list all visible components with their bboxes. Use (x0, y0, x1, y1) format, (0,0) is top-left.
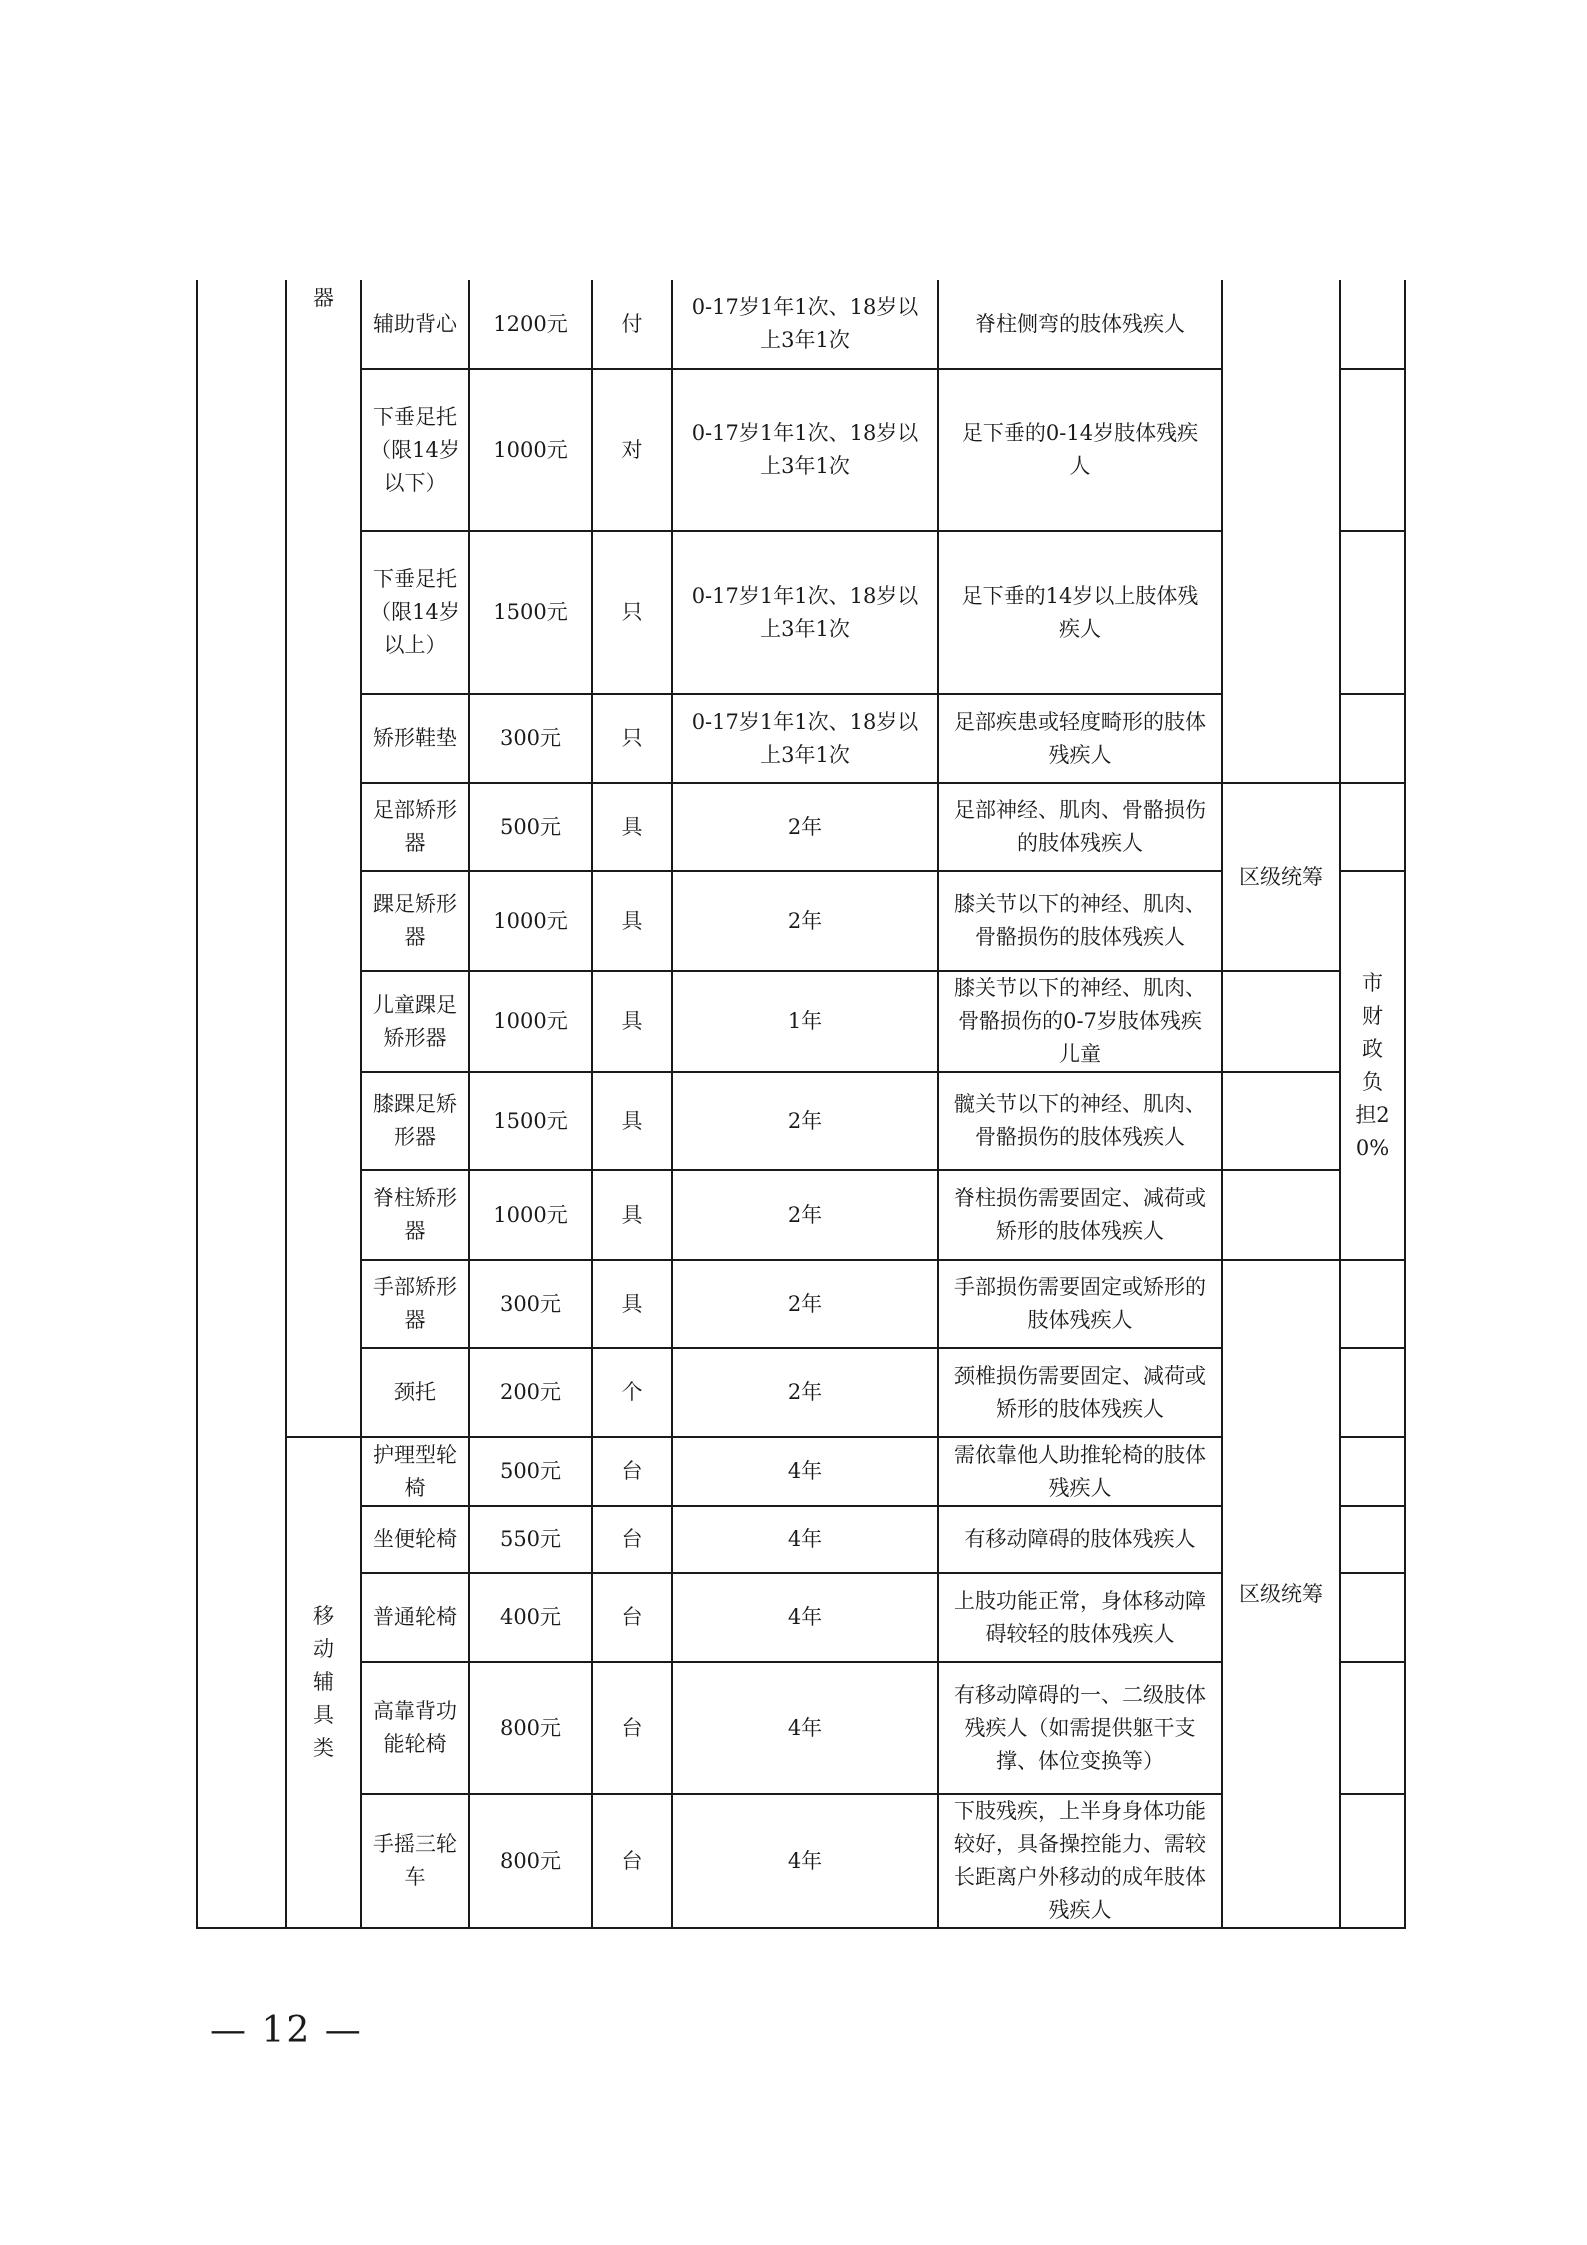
table-row (197, 1170, 1405, 1260)
remarks-cell (1340, 1573, 1405, 1662)
unit-cell: 具 (592, 1170, 672, 1260)
remarks-cell (1222, 971, 1340, 1072)
replacement-cycle-cell: 2年 (672, 1072, 938, 1170)
remarks-cell (1340, 280, 1405, 369)
unit-cell: 具 (592, 1260, 672, 1348)
price-cell: 1000元 (469, 871, 592, 971)
funding-source-cell: 市财政负担20% (1340, 871, 1405, 1260)
device-name-cell: 下垂足托（限14岁以下） (361, 369, 469, 531)
table-body (197, 280, 1405, 1928)
remarks-cell (1222, 1170, 1340, 1260)
table-row (197, 1072, 1405, 1170)
replacement-cycle-cell: 4年 (672, 1573, 938, 1662)
unit-cell: 台 (592, 1506, 672, 1573)
unit-cell: 台 (592, 1573, 672, 1662)
remarks-cell (1340, 694, 1405, 783)
eligible-recipients-cell: 膝关节以下的神经、肌肉、骨骼损伤的肢体残疾人 (938, 871, 1222, 971)
eligible-recipients-cell: 手部损伤需要固定或矫形的肢体残疾人 (938, 1260, 1222, 1348)
price-cell: 550元 (469, 1506, 592, 1573)
device-name-cell: 手部矫形器 (361, 1260, 469, 1348)
outer-column-cell (197, 280, 286, 1928)
eligible-recipients-cell: 膝关节以下的神经、肌肉、骨骼损伤的0-7岁肢体残疾儿童 (938, 971, 1222, 1072)
unit-cell: 对 (592, 369, 672, 531)
eligible-recipients-cell: 足下垂的0-14岁肢体残疾人 (938, 369, 1222, 531)
remarks-cell (1222, 1072, 1340, 1170)
replacement-cycle-cell: 4年 (672, 1437, 938, 1506)
replacement-cycle-cell: 2年 (672, 871, 938, 971)
eligible-recipients-cell: 足部疾患或轻度畸形的肢体残疾人 (938, 694, 1222, 783)
price-cell: 300元 (469, 1260, 592, 1348)
page-number: — 12 — (210, 2010, 363, 2051)
price-cell: 800元 (469, 1662, 592, 1794)
eligible-recipients-cell: 足下垂的14岁以上肢体残疾人 (938, 531, 1222, 694)
eligible-recipients-cell: 有移动障碍的一、二级肢体残疾人（如需提供躯干支撑、体位变换等） (938, 1662, 1222, 1794)
price-cell: 1500元 (469, 531, 592, 694)
price-cell: 400元 (469, 1573, 592, 1662)
device-name-cell: 坐便轮椅 (361, 1506, 469, 1573)
remarks-cell (1340, 1794, 1405, 1928)
price-cell: 500元 (469, 783, 592, 871)
replacement-cycle-cell: 4年 (672, 1506, 938, 1573)
remarks-cell (1340, 1506, 1405, 1573)
replacement-cycle-cell: 4年 (672, 1662, 938, 1794)
replacement-cycle-cell: 0-17岁1年1次、18岁以上3年1次 (672, 531, 938, 694)
price-cell: 500元 (469, 1437, 592, 1506)
unit-cell: 具 (592, 971, 672, 1072)
device-name-cell: 颈托 (361, 1348, 469, 1437)
device-name-cell: 下垂足托（限14岁以上） (361, 531, 469, 694)
category-cell: 移动辅具类 (286, 1437, 361, 1928)
eligible-recipients-cell: 颈椎损伤需要固定、减荷或矫形的肢体残疾人 (938, 1348, 1222, 1437)
price-cell: 1200元 (469, 280, 592, 369)
device-name-cell: 矫形鞋垫 (361, 694, 469, 783)
device-name-cell: 辅助背心 (361, 280, 469, 369)
eligible-recipients-cell: 上肢功能正常，身体移动障碍较轻的肢体残疾人 (938, 1573, 1222, 1662)
unit-cell: 付 (592, 280, 672, 369)
unit-cell: 具 (592, 871, 672, 971)
device-name-cell: 脊柱矫形器 (361, 1170, 469, 1260)
price-cell: 1000元 (469, 369, 592, 531)
eligible-recipients-cell: 足部神经、肌肉、骨骼损伤的肢体残疾人 (938, 783, 1222, 871)
category-cell: 器 (286, 280, 361, 1437)
eligible-recipients-cell: 有移动障碍的肢体残疾人 (938, 1506, 1222, 1573)
remarks-cell (1340, 369, 1405, 531)
price-cell: 300元 (469, 694, 592, 783)
device-name-cell: 膝踝足矫形器 (361, 1072, 469, 1170)
unit-cell: 台 (592, 1662, 672, 1794)
device-name-cell: 高靠背功能轮椅 (361, 1662, 469, 1794)
remarks-cell (1340, 1348, 1405, 1437)
funding-source-cell: 区级统筹 (1222, 1260, 1340, 1928)
replacement-cycle-cell: 2年 (672, 783, 938, 871)
price-cell: 200元 (469, 1348, 592, 1437)
device-name-cell: 儿童踝足矫形器 (361, 971, 469, 1072)
table-row (197, 971, 1405, 1072)
device-name-cell: 护理型轮椅 (361, 1437, 469, 1506)
replacement-cycle-cell: 0-17岁1年1次、18岁以上3年1次 (672, 280, 938, 369)
unit-cell: 具 (592, 783, 672, 871)
assistive-devices-table (196, 280, 1406, 1929)
unit-cell: 台 (592, 1794, 672, 1928)
replacement-cycle-cell: 0-17岁1年1次、18岁以上3年1次 (672, 694, 938, 783)
unit-cell: 只 (592, 694, 672, 783)
remarks-cell (1340, 1662, 1405, 1794)
eligible-recipients-cell: 下肢残疾，上半身身体功能较好，具备操控能力、需较长距离户外移动的成年肢体残疾人 (938, 1794, 1222, 1928)
unit-cell: 个 (592, 1348, 672, 1437)
replacement-cycle-cell: 1年 (672, 971, 938, 1072)
funding-source-cell: 区级统筹 (1222, 783, 1340, 971)
price-cell: 1000元 (469, 1170, 592, 1260)
device-name-cell: 普通轮椅 (361, 1573, 469, 1662)
unit-cell: 具 (592, 1072, 672, 1170)
remarks-cell (1340, 531, 1405, 694)
eligible-recipients-cell: 脊柱损伤需要固定、减荷或矫形的肢体残疾人 (938, 1170, 1222, 1260)
table-row (197, 280, 1405, 369)
price-cell: 1500元 (469, 1072, 592, 1170)
eligible-recipients-cell: 髋关节以下的神经、肌肉、骨骼损伤的肢体残疾人 (938, 1072, 1222, 1170)
replacement-cycle-cell: 0-17岁1年1次、18岁以上3年1次 (672, 369, 938, 531)
remarks-cell (1340, 1260, 1405, 1348)
remarks-cell (1340, 783, 1405, 871)
remarks-cell (1340, 1437, 1405, 1506)
price-cell: 800元 (469, 1794, 592, 1928)
device-name-cell: 足部矫形器 (361, 783, 469, 871)
replacement-cycle-cell: 4年 (672, 1794, 938, 1928)
eligible-recipients-cell: 需依靠他人助推轮椅的肢体残疾人 (938, 1437, 1222, 1506)
funding-source-cell (1222, 280, 1340, 783)
table-row (197, 783, 1405, 871)
eligible-recipients-cell: 脊柱侧弯的肢体残疾人 (938, 280, 1222, 369)
unit-cell: 只 (592, 531, 672, 694)
unit-cell: 台 (592, 1437, 672, 1506)
table-row (197, 1260, 1405, 1348)
replacement-cycle-cell: 2年 (672, 1348, 938, 1437)
replacement-cycle-cell: 2年 (672, 1260, 938, 1348)
device-name-cell: 手摇三轮车 (361, 1794, 469, 1928)
price-cell: 1000元 (469, 971, 592, 1072)
device-name-cell: 踝足矫形器 (361, 871, 469, 971)
replacement-cycle-cell: 2年 (672, 1170, 938, 1260)
